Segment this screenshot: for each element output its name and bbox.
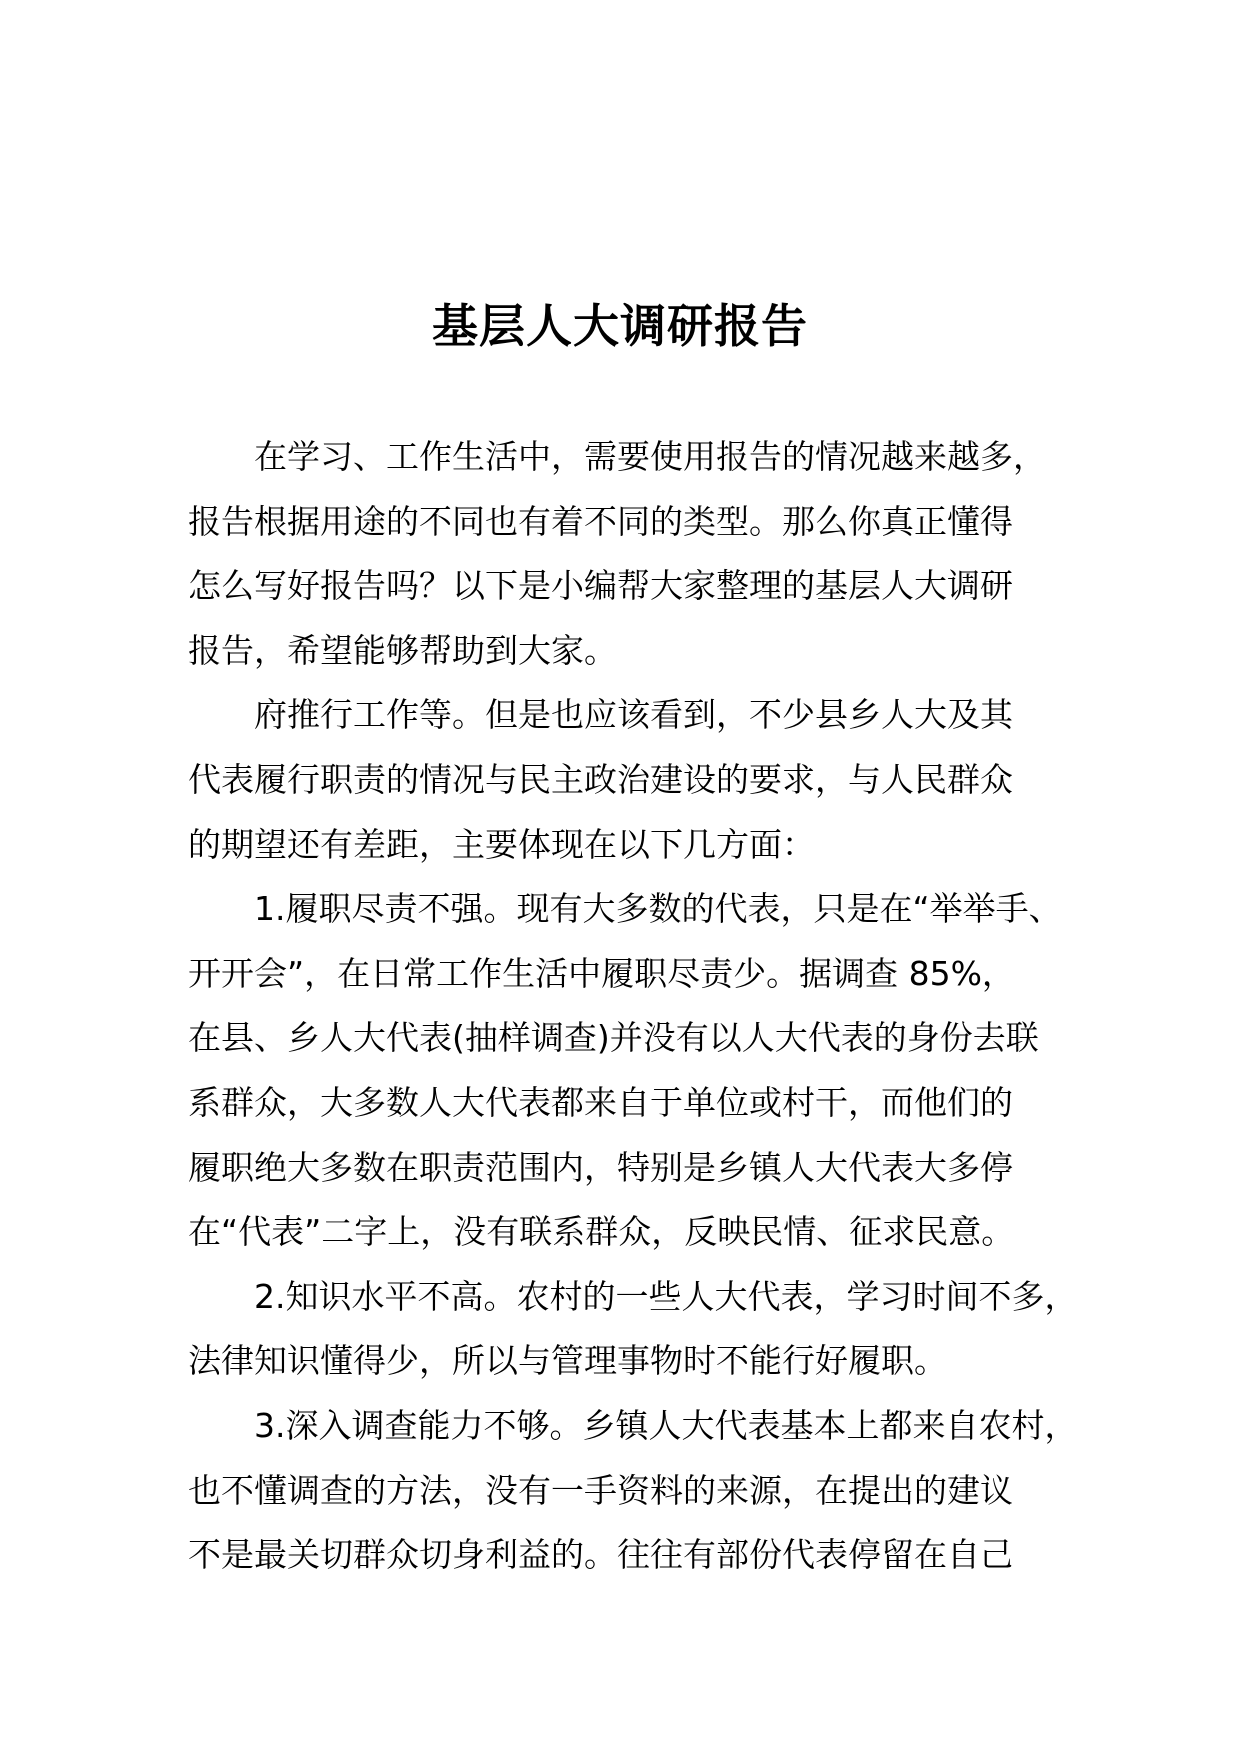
paragraph-point-3 <box>188 1394 1080 1588</box>
text-line: 1.履职尽责不强。现有大多数的代表，只是在“举举手、 <box>254 889 1062 929</box>
text-line: 报告根据用途的不同也有着不同的类型。那么你真正懂得 <box>188 501 1013 541</box>
text-line: 履职绝大多数在职责范围内，特别是乡镇人大代表大多停 <box>188 1147 1013 1187</box>
text-line: 在学习、工作生活中，需要使用报告的情况越来越多， <box>254 437 1046 476</box>
text-line: 代表履行职责的情况与民主政治建设的要求，与人民群众 <box>188 759 1013 799</box>
text-line: 的期望还有差距，主要体现在以下几方面： <box>188 824 815 864</box>
paragraph-overview <box>188 683 1080 877</box>
text-line: 法律知识懂得少，所以与管理事物时不能行好履职。 <box>188 1341 947 1381</box>
text-line: 在“代表”二字上，没有联系群众，反映民情、征求民意。 <box>188 1212 1015 1252</box>
text-line: 府推行工作等。但是也应该看到，不少县乡人大及其 <box>254 695 1013 735</box>
text-line: 不是最关切群众切身利益的。往往有部份代表停留在自己 <box>188 1535 1013 1575</box>
text-line: 报告，希望能够帮助到大家。 <box>188 630 617 670</box>
text-line: 系群众，大多数人大代表都来自于单位或村干，而他们的 <box>188 1082 1013 1122</box>
text-line: 3.深入调查能力不够。乡镇人大代表基本上都来自农村， <box>254 1405 1078 1445</box>
text-line: 开开会”，在日常工作生活中履职尽责少。据调查 85%， <box>188 953 1015 993</box>
document-title: 基层人大调研报告 <box>432 299 808 353</box>
text-line: 怎么写好报告吗？以下是小编帮大家整理的基层人大调研 <box>188 566 1013 606</box>
text-line: 在县、乡人大代表(抽样调查)并没有以人大代表的身份去联 <box>188 1018 1039 1058</box>
text-line: 也不懂调查的方法，没有一手资料的来源，在提出的建议 <box>188 1470 1013 1510</box>
text-line: 2.知识水平不高。农村的一些人大代表，学习时间不多， <box>254 1276 1078 1316</box>
document-body <box>188 425 1080 1588</box>
paragraph-point-1 <box>188 877 1080 1265</box>
paragraph-intro <box>188 425 1080 683</box>
paragraph-point-2 <box>188 1265 1080 1394</box>
